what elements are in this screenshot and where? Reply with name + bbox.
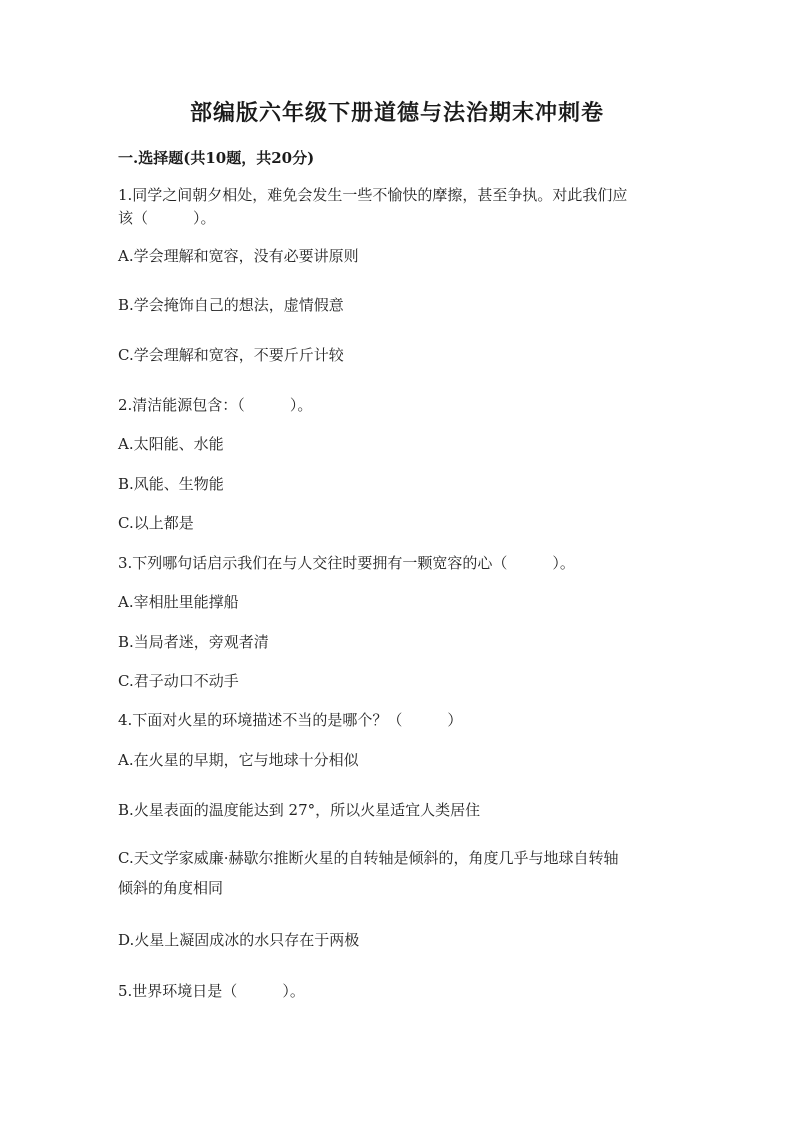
question-2-option-b: B.风能、生物能 xyxy=(118,475,224,493)
question-5-stem: 5.世界环境日是（ ）。 xyxy=(118,982,305,1000)
page-title: 部编版六年级下册道德与法治期末冲刺卷 xyxy=(189,100,604,126)
question-4-option-c-line-1: C.天文学家威廉·赫歇尔推断火星的自转轴是倾斜的，角度几乎与地球自转轴 xyxy=(118,849,619,867)
question-3-stem: 3.下列哪句话启示我们在与人交往时要拥有一颗宽容的心（ ）。 xyxy=(118,554,575,572)
question-3-option-a: A.宰相肚里能撑船 xyxy=(118,593,239,611)
question-4-option-c-line-2: 倾斜的角度相同 xyxy=(118,879,224,897)
question-1-stem-line-1: 1.同学之间朝夕相处，难免会发生一些不愉快的摩擦，甚至争执。对此我们应 xyxy=(118,186,628,204)
question-1-option-c: C.学会理解和宽容，不要斤斤计较 xyxy=(118,346,344,364)
question-4-stem: 4.下面对火星的环境描述不当的是哪个？（ ） xyxy=(118,711,463,729)
question-1-stem-line-2: 该（ ）。 xyxy=(118,209,216,227)
question-1-option-b: B.学会掩饰自己的想法，虚情假意 xyxy=(118,296,344,314)
question-3-option-c: C.君子动口不动手 xyxy=(118,672,239,690)
question-4-option-d: D.火星上凝固成冰的水只存在于两极 xyxy=(118,931,360,949)
question-3-option-b: B.当局者迷，旁观者清 xyxy=(118,633,269,651)
question-2-option-c: C.以上都是 xyxy=(118,514,194,532)
section-heading: 一.选择题(共10题，共20分) xyxy=(118,149,315,167)
question-2-stem: 2.清洁能源包含：（ ）。 xyxy=(118,396,313,414)
question-2-option-a: A.太阳能、水能 xyxy=(118,435,224,453)
question-4-option-a: A.在火星的早期，它与地球十分相似 xyxy=(118,751,359,769)
question-1-option-a: A.学会理解和宽容，没有必要讲原则 xyxy=(118,247,359,265)
question-4-option-b: B.火星表面的温度能达到 27°，所以火星适宜人类居住 xyxy=(118,801,481,819)
